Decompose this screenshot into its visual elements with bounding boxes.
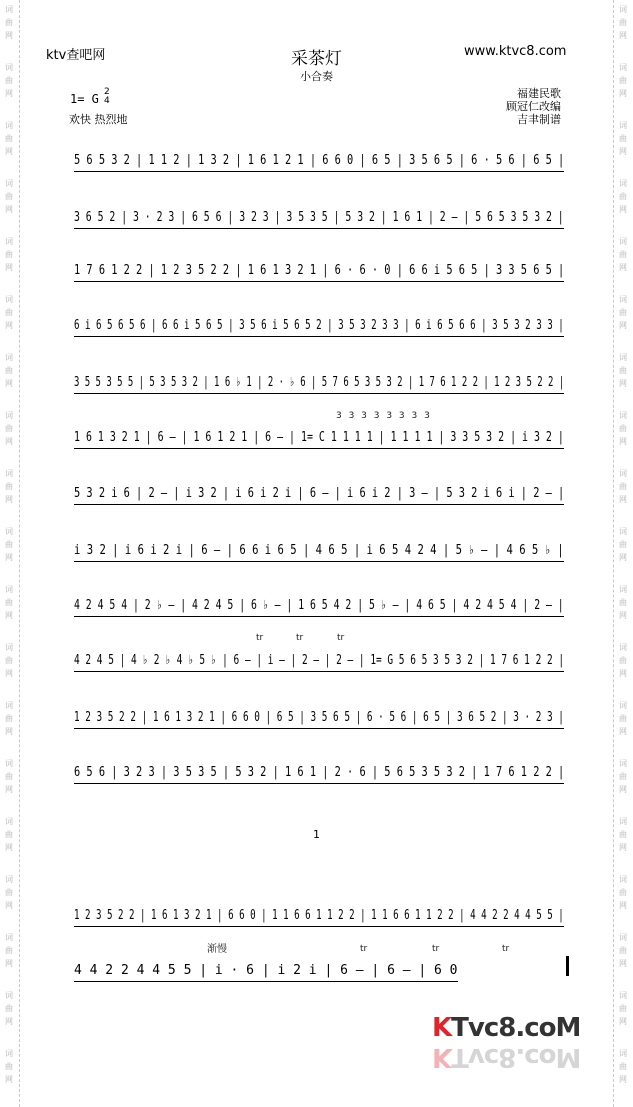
- margin-watermark-char: 网: [619, 1075, 627, 1084]
- margin-watermark-char: 网: [5, 1075, 13, 1084]
- margin-watermark-char: 网: [619, 31, 627, 40]
- score-line: [74, 538, 564, 564]
- credit-arranger: 顾冠仁改编: [506, 100, 561, 113]
- margin-watermark-char: 词: [5, 411, 13, 420]
- score-line: [74, 760, 564, 786]
- score-notes: 1 2 3 5 2 2 | 1 6 1 3 2 1 | 6 6 0 | 6 5 | 3 5 6 5 | 6 · 5 6 | 6 5 | 3 6 5 2 | 3 · 2 3 |: [74, 710, 564, 725]
- score-line: [74, 313, 564, 339]
- margin-watermark-char: 词: [5, 759, 13, 768]
- margin-watermark-char: 曲: [5, 192, 13, 201]
- margin-watermark-char: 词: [619, 701, 627, 710]
- margin-watermark-char: 网: [5, 901, 13, 910]
- margin-watermark-char: 曲: [619, 18, 627, 27]
- margin-watermark-char: 词: [619, 991, 627, 1000]
- margin-watermark-char: 网: [619, 669, 627, 678]
- underline-beam: [74, 616, 564, 617]
- margin-watermark-char: 曲: [5, 772, 13, 781]
- score-notes: 3 5 5 3 5 5 | 5 3 5 3 2 | 1 6 ♭ 1 | 2 · ♭ 6 | 5 7 6 5 3 5 3 2 | 1 7 6 1 2 2 | 1 2 3 5 2 2 |: [74, 375, 564, 390]
- margin-watermark-char: 曲: [5, 1004, 13, 1013]
- margin-watermark-char: 曲: [5, 250, 13, 259]
- margin-watermark-char: 网: [5, 31, 13, 40]
- credits: [506, 87, 561, 126]
- margin-watermark-char: 曲: [5, 888, 13, 897]
- margin-watermark-char: 曲: [619, 946, 627, 955]
- margin-watermark-char: 曲: [5, 830, 13, 839]
- score-line: [74, 205, 564, 231]
- margin-watermark-char: 曲: [5, 656, 13, 665]
- score-notes: 3 6 5 2 | 3 · 2 3 | 6 5 6 | 3 2 3 | 3 5 3 5 | 5 3 2 | 1 6 1 | 2 — | 5 6 5 3 5 3 2 |: [74, 210, 564, 225]
- margin-watermark-char: 网: [5, 611, 13, 620]
- margin-watermark-char: 词: [619, 933, 627, 942]
- margin-watermark-char: 曲: [619, 366, 627, 375]
- margin-watermark-char: 曲: [619, 1004, 627, 1013]
- score-line: [74, 481, 564, 507]
- final-barline: [566, 956, 569, 976]
- margin-watermark-char: 网: [5, 785, 13, 794]
- margin-watermark-char: 网: [5, 379, 13, 388]
- score-line: [74, 958, 564, 984]
- margin-watermark-char: 曲: [5, 1062, 13, 1071]
- logo-reflection-k: K: [432, 1042, 452, 1072]
- underline-beam: [74, 783, 564, 784]
- margin-watermark-char: 曲: [5, 540, 13, 549]
- margin-watermark-char: 网: [5, 495, 13, 504]
- trill-mark-5: tr: [432, 944, 440, 954]
- margin-watermark-char: 网: [5, 1017, 13, 1026]
- tempo-change-mark: 渐慢: [207, 944, 227, 955]
- margin-watermark-char: 词: [5, 933, 13, 942]
- site-name-left: ktv查吧网: [46, 48, 106, 63]
- margin-watermark-char: 曲: [619, 830, 627, 839]
- margin-watermark-char: 词: [5, 237, 13, 246]
- margin-watermark-char: 曲: [619, 482, 627, 491]
- underline-beam: [74, 561, 564, 562]
- meter-top: 2: [104, 87, 110, 97]
- margin-watermark-char: 网: [619, 785, 627, 794]
- logo-reflection-rest: Tvc8.coM: [451, 1042, 581, 1072]
- trill-mark-1: tr: [256, 633, 264, 643]
- margin-watermark-char: 词: [619, 295, 627, 304]
- underline-beam: [74, 281, 564, 282]
- margin-watermark-char: 词: [5, 991, 13, 1000]
- underline-beam: [74, 171, 564, 172]
- margin-watermark-char: 曲: [619, 250, 627, 259]
- underline-beam: [74, 336, 564, 337]
- margin-watermark-char: 网: [619, 437, 627, 446]
- site-url-right: www.ktvc8.com: [464, 44, 567, 59]
- margin-watermark-char: 词: [619, 63, 627, 72]
- trill-mark-4: tr: [360, 944, 368, 954]
- score-notes: 4 2 4 5 | 4 ♭ 2 ♭ 4 ♭ 5 ♭ | 6 — | i — | 2 — | 2 — | 1= G 5 6 5 3 5 3 2 | 1 7 6 1 2 2 |: [74, 653, 564, 668]
- margin-watermark-char: 曲: [619, 424, 627, 433]
- logo-rest: Tvc8.coM: [451, 1013, 581, 1043]
- song-title: 采茶灯: [291, 49, 342, 69]
- underline-beam: [74, 926, 564, 927]
- margin-watermark-char: 网: [619, 611, 627, 620]
- margin-watermark-char: 词: [619, 643, 627, 652]
- margin-watermark-char: 词: [619, 237, 627, 246]
- margin-watermark-char: 曲: [619, 192, 627, 201]
- margin-watermark-char: 网: [5, 205, 13, 214]
- margin-watermark-char: 曲: [5, 18, 13, 27]
- margin-watermark-char: 曲: [619, 772, 627, 781]
- margin-watermark-char: 网: [619, 147, 627, 156]
- margin-watermark-char: 词: [619, 411, 627, 420]
- score-line: [74, 705, 564, 731]
- score-notes: 1 2 3 5 2 2 | 1 6 1 3 2 1 | 6 6 0 | 1 1 6 6 1 1 2 2 | 1 1 6 6 1 1 2 2 | 4 4 2 2 4 4 5 5 |: [74, 908, 564, 923]
- margin-watermark-char: 网: [5, 437, 13, 446]
- margin-watermark-char: 网: [5, 89, 13, 98]
- score-notes: 5 3 2 i 6 | 2 — | i 3 2 | i 6 i 2 i | 6 — | i 6 i 2 | 3 — | 5 3 2 i 6 i | 2 — |: [74, 486, 564, 501]
- margin-watermark-char: 词: [619, 527, 627, 536]
- margin-watermark-char: 词: [5, 585, 13, 594]
- meter-bottom: 4: [104, 96, 110, 106]
- margin-watermark-char: 曲: [5, 714, 13, 723]
- underline-beam: [74, 448, 564, 449]
- score-line: [74, 593, 564, 619]
- margin-watermark-char: 曲: [5, 134, 13, 143]
- margin-watermark-char: 网: [619, 263, 627, 272]
- margin-watermark-char: 网: [619, 205, 627, 214]
- margin-watermark-char: 曲: [619, 76, 627, 85]
- margin-watermark-char: 词: [5, 701, 13, 710]
- margin-watermark-char: 网: [619, 89, 627, 98]
- margin-watermark-char: 词: [5, 121, 13, 130]
- margin-watermark-char: 曲: [5, 366, 13, 375]
- margin-watermark-char: 词: [5, 527, 13, 536]
- credit-origin: 福建民歌: [517, 87, 561, 100]
- page-number: 1: [313, 828, 320, 841]
- margin-watermark-char: 网: [5, 843, 13, 852]
- trill-mark-2: tr: [296, 633, 304, 643]
- score-notes: 5 6 5 3 2 | 1 1 2 | 1 3 2 | 1 6 1 2 1 | 6 6 0 | 6 5 | 3 5 6 5 | 6 · 5 6 | 6 5 |: [74, 153, 564, 168]
- margin-watermark-char: 词: [619, 353, 627, 362]
- margin-watermark-char: 词: [5, 295, 13, 304]
- margin-watermark-char: 词: [5, 643, 13, 652]
- margin-watermark-char: 曲: [5, 598, 13, 607]
- underline-beam: [74, 228, 564, 229]
- left-margin-border: [0, 0, 20, 1107]
- margin-watermark-char: 曲: [619, 656, 627, 665]
- margin-watermark-char: 曲: [5, 308, 13, 317]
- margin-watermark-char: 曲: [619, 308, 627, 317]
- margin-watermark-char: 网: [619, 495, 627, 504]
- right-margin-border: [613, 0, 633, 1107]
- score-notes: 4 4 2 2 4 4 5 5 | i · 6 | i 2 i | 6 — | 6 — | 6 0: [74, 963, 458, 978]
- margin-watermark-char: 网: [5, 147, 13, 156]
- margin-watermark-char: 网: [619, 553, 627, 562]
- underline-beam: [74, 393, 564, 394]
- trill-mark-6: tr: [502, 944, 510, 954]
- underline-beam: [74, 504, 564, 505]
- margin-watermark-char: 网: [619, 379, 627, 388]
- underline-beam: [74, 671, 564, 672]
- song-subtitle: 小合奏: [300, 70, 333, 83]
- credit-transcriber: 吉聿制谱: [517, 113, 561, 126]
- margin-watermark-char: 网: [619, 727, 627, 736]
- underline-beam: [74, 981, 458, 982]
- margin-watermark-char: 网: [5, 669, 13, 678]
- margin-watermark-char: 词: [5, 817, 13, 826]
- score-line: [74, 148, 564, 174]
- site-logo-reflection: [432, 1042, 580, 1072]
- score-notes: 4 2 4 5 4 | 2 ♭ — | 4 2 4 5 | 6 ♭ — | 1 6 5 4 2 | 5 ♭ — | 4 6 5 | 4 2 4 5 4 | 2 — |: [74, 598, 564, 613]
- margin-watermark-char: 词: [5, 179, 13, 188]
- underline-beam: [74, 728, 564, 729]
- score-line: [74, 903, 564, 929]
- trill-mark-3: tr: [337, 633, 345, 643]
- margin-watermark-char: 词: [619, 817, 627, 826]
- margin-watermark-char: 词: [619, 179, 627, 188]
- margin-watermark-char: 曲: [5, 946, 13, 955]
- margin-watermark-char: 网: [5, 727, 13, 736]
- score-line: [74, 370, 564, 396]
- margin-watermark-char: 网: [619, 1017, 627, 1026]
- margin-watermark-char: 曲: [619, 714, 627, 723]
- margin-watermark-char: 曲: [619, 888, 627, 897]
- margin-watermark-char: 词: [5, 353, 13, 362]
- margin-watermark-char: 词: [5, 63, 13, 72]
- margin-watermark-char: 词: [619, 759, 627, 768]
- margin-watermark-char: 网: [5, 321, 13, 330]
- score-notes: 6 i 6 5 6 5 6 | 6 6 i 5 6 5 | 3 5 6 i 5 6 5 2 | 3 5 3 2 3 3 | 6 i 6 5 6 6 | 3 5 3 2 3 3 |: [74, 318, 564, 333]
- margin-watermark-char: 词: [5, 5, 13, 14]
- score-notes: 6 5 6 | 3 2 3 | 3 5 3 5 | 5 3 2 | 1 6 1 | 2 · 6 | 5 6 5 3 5 3 2 | 1 7 6 1 2 2 |: [74, 765, 564, 780]
- margin-watermark-char: 曲: [619, 134, 627, 143]
- margin-watermark-char: 词: [619, 875, 627, 884]
- margin-watermark-char: 词: [619, 5, 627, 14]
- margin-watermark-char: 词: [5, 469, 13, 478]
- tempo-marking: 欢快 热烈地: [69, 113, 128, 126]
- margin-watermark-char: 词: [619, 585, 627, 594]
- margin-watermark-char: 网: [619, 321, 627, 330]
- score-line: [74, 258, 564, 284]
- margin-watermark-char: 词: [5, 1049, 13, 1058]
- margin-watermark-char: 网: [619, 901, 627, 910]
- margin-watermark-char: 曲: [619, 1062, 627, 1071]
- margin-watermark-char: 词: [5, 875, 13, 884]
- margin-watermark-char: 词: [619, 1049, 627, 1058]
- margin-watermark-char: 词: [619, 469, 627, 478]
- score-notes: 1 7 6 1 2 2 | 1 2 3 5 2 2 | 1 6 1 3 2 1 | 6 · 6 · 0 | 6 6 i 5 6 5 | 3 3 5 6 5 |: [74, 263, 564, 278]
- triplet-marks: 3 3 3 3 3 3 3 3: [336, 411, 432, 421]
- margin-watermark-char: 曲: [5, 482, 13, 491]
- margin-watermark-char: 曲: [619, 540, 627, 549]
- logo-k: K: [432, 1013, 452, 1043]
- score-notes: 1 6 1 3 2 1 | 6 — | 1 6 1 2 1 | 6 — | 1= C 1 1 1 1 | 1 1 1 1 | 3 3 5 3 2 | i 3 2 |: [74, 430, 564, 445]
- margin-watermark-char: 网: [619, 843, 627, 852]
- margin-watermark-char: 网: [5, 553, 13, 562]
- score-notes: i 3 2 | i 6 i 2 i | 6 — | 6 6 i 6 5 | 4 6 5 | i 6 5 4 2 4 | 5 ♭ — | 4 6 5 ♭ |: [74, 543, 564, 558]
- score-line: [74, 648, 564, 674]
- site-logo: [432, 1013, 580, 1043]
- margin-watermark-char: 网: [5, 263, 13, 272]
- margin-watermark-char: 网: [5, 959, 13, 968]
- margin-watermark-char: 词: [619, 121, 627, 130]
- margin-watermark-char: 网: [619, 959, 627, 968]
- score-line: [74, 425, 564, 451]
- key-signature: 1= G: [70, 92, 99, 106]
- margin-watermark-char: 曲: [619, 598, 627, 607]
- margin-watermark-char: 曲: [5, 76, 13, 85]
- margin-watermark-char: 曲: [5, 424, 13, 433]
- time-signature: [104, 88, 110, 106]
